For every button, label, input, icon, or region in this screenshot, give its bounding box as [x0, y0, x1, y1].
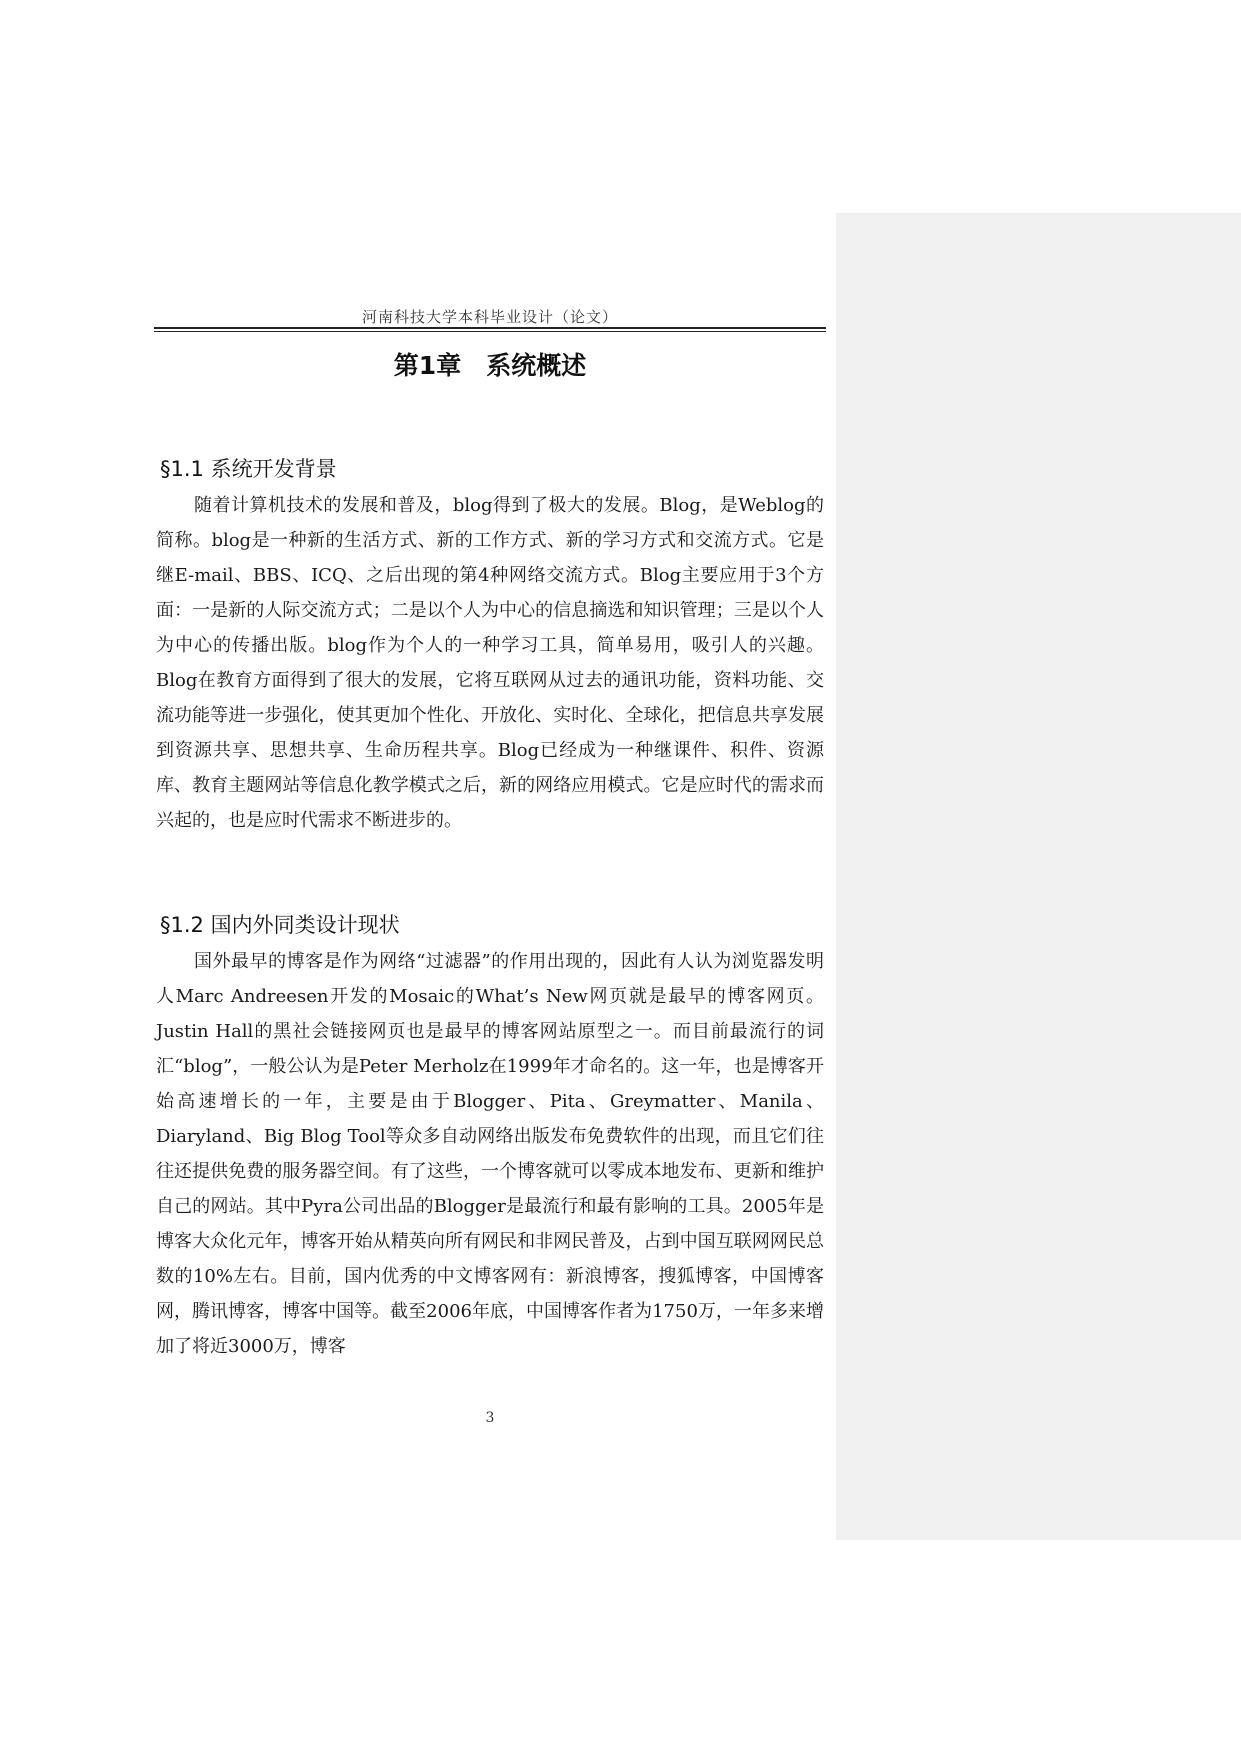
section-heading-1-2: §1.2 国内外同类设计现状 — [160, 913, 400, 937]
header-rule-thick — [154, 327, 826, 329]
section-heading-1-1: §1.1 系统开发背景 — [160, 457, 337, 481]
page-number: 3 — [485, 1410, 495, 1426]
section-1-1-paragraph: 随着计算机技术的发展和普及，blog得到了极大的发展。Blog，是Weblog的简称。blog是一种新的生活方式、新的工作方式、新的学习方式和交流方式。它是继E-mail、BBS、ICQ、之后出现的第4种网络交流方式。Blog主要应用于3个方面：一是新的人际交流方式；二是以个人为中心的信息摘选和知识管理；三是以个人为中心的传播出版。blog作为个人的一种学习工具，简单易用，吸引人的兴趣。Blog在教育方面得到了很大的发展，它将互联网从过去的通讯功能，资料功能、交流功能等进一步强化，使其更加个性化、开放化、实时化、全球化，把信息共享发展到资源共享、思想共享、生命历程共享。Blog已经成为一种继课件、积件、资源库、教育主题网站等信息化教学模式之后，新的网络应用模式。它是应时代的需求而兴起的，也是应时代需求不断进步的。 — [156, 495, 824, 831]
section-1-2-paragraph: 国外最早的博客是作为网络“过滤器”的作用出现的，因此有人认为浏览器发明人Marc Andreesen开发的Mosaic的What’s New网页就是最早的博客网页。Justin Hall的黑社会链接网页也是最早的博客网站原型之一。而目前最流行的词汇“blog”，一般公认为是Peter Merholz在1999年才命名的。这一年，也是博客开始高速增长的一年，主要是由于Blogger、Pita、Greymatter、Manila、Diaryland、Big Blog Tool等众多自动网络出版发布免费软件的出现，而且它们往往还提供免费的服务器空间。有了这些，一个博客就可以零成本地发布、更新和维护自己的网站。其中Pyra公司出品的Blogger是最流行和最有影响的工具。2005年是博客大众化元年，博客开始从精英向所有网民和非网民普及，占到中国互联网网民总数的10%左右。目前，国内优秀的中文博客网有：新浪博客，搜狐博客，中国博客网，腾讯博客，博客中国等。截至2006年底，中国博客作者为1750万，一年多来增加了将近3000万，博客 — [156, 951, 824, 1357]
comment-margin-pane — [836, 213, 1241, 1540]
running-header: 河南科技大学本科毕业设计（论文） — [361, 308, 618, 326]
chapter-title: 第1章 系统概述 — [393, 351, 587, 380]
header-rule-thin — [154, 331, 826, 332]
